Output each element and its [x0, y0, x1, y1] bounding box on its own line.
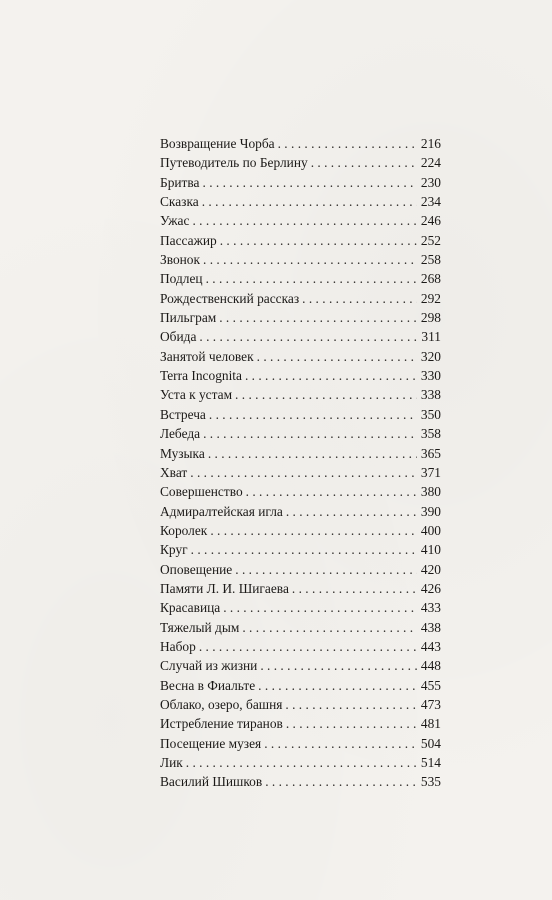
toc-entry-title: Занятой человек — [160, 348, 254, 364]
toc-entry-page-number: 292 — [420, 290, 441, 306]
dot-leader — [265, 772, 417, 791]
toc-entry — [160, 598, 441, 617]
toc-entry — [160, 656, 441, 675]
toc-entry-page-number: 455 — [420, 677, 441, 693]
dot-leader — [203, 424, 417, 443]
toc-entry — [160, 463, 441, 482]
dot-leader — [199, 327, 417, 346]
dot-leader — [264, 734, 417, 753]
toc-entry-title: Оповещение — [160, 561, 233, 577]
dot-leader — [235, 560, 417, 579]
toc-entry-page-number: 433 — [420, 600, 441, 616]
toc-entry-page-number: 230 — [420, 174, 441, 190]
toc-entry-title: Набор — [160, 638, 196, 654]
toc-entry-page-number: 338 — [420, 387, 441, 403]
toc-entry-title: Облако, озеро, башня — [160, 696, 283, 712]
toc-entry — [160, 250, 441, 269]
toc-entry-title: Возвращение Чорба — [160, 136, 275, 151]
toc-entry-title: Лик — [160, 755, 183, 770]
dot-leader — [260, 656, 417, 675]
toc-entry-page-number: 426 — [420, 580, 441, 596]
dot-leader — [242, 618, 417, 637]
toc-entry-title: Подлец — [160, 271, 203, 287]
dot-leader — [311, 153, 417, 172]
toc-entry-page-number: 400 — [420, 522, 441, 538]
toc-entry-title: Путеводитель по Берлину — [160, 155, 308, 171]
toc-entry-title: Звонок — [160, 252, 201, 268]
toc-entry-page-number: 216 — [420, 136, 441, 151]
toc-entry-title: Бритва — [160, 174, 200, 190]
dot-leader — [286, 502, 417, 521]
toc-entry-title: Адмиралтейская игла — [160, 503, 283, 519]
toc-entry-page-number: 268 — [420, 271, 441, 287]
toc-entry — [160, 134, 441, 153]
toc-entry-page-number: 224 — [420, 155, 441, 171]
dot-leader — [285, 695, 417, 714]
dot-leader — [223, 598, 417, 617]
toc-entry-page-number: 504 — [420, 735, 441, 751]
toc-entry — [160, 192, 441, 211]
dot-leader — [203, 173, 417, 192]
toc-entry-page-number: 390 — [420, 503, 441, 519]
toc-entry-title: Ужас — [160, 213, 190, 229]
dot-leader — [246, 482, 417, 501]
toc-entry-page-number: 514 — [420, 755, 441, 770]
toc-entry-title: Уста к устам — [160, 387, 233, 403]
dot-leader — [199, 637, 417, 656]
toc-entry-page-number: 380 — [420, 484, 441, 500]
toc-entry — [160, 753, 441, 772]
toc-entry-page-number: 358 — [420, 426, 441, 442]
toc-entry-title: Красавица — [160, 600, 221, 616]
dot-leader — [219, 308, 417, 327]
toc-entry-title: Обида — [160, 329, 197, 345]
toc-entry — [160, 269, 441, 288]
dot-leader — [190, 463, 417, 482]
toc-entry-title: Королек — [160, 522, 208, 538]
dot-leader — [206, 269, 417, 288]
dot-leader — [202, 192, 417, 211]
toc-entry-page-number: 320 — [420, 348, 441, 364]
toc-entry-title: Пильграм — [160, 310, 217, 326]
toc-entry-title: Хват — [160, 464, 188, 480]
toc-entry-title: Посещение музея — [160, 735, 262, 751]
dot-leader — [191, 540, 417, 559]
toc-entry-title: Рождественский рассказ — [160, 290, 300, 306]
dot-leader — [192, 211, 416, 230]
toc-entry-title: Совершенство — [160, 484, 243, 500]
toc-entry-title: Василий Шишков — [160, 774, 263, 790]
dot-leader — [286, 714, 417, 733]
dot-leader — [210, 521, 417, 540]
toc-entry — [160, 347, 441, 366]
toc-entry-title: Истребление тиранов — [160, 716, 283, 732]
toc-entry — [160, 695, 441, 714]
toc-entry-page-number: 258 — [420, 252, 441, 268]
toc-entry — [160, 560, 441, 579]
toc-entry-title: Памяти Л. И. Шигаева — [160, 580, 289, 596]
dot-leader — [203, 250, 417, 269]
dot-leader — [209, 405, 417, 424]
dot-leader — [257, 347, 417, 366]
toc-entry-page-number: 438 — [420, 619, 441, 635]
toc-entry-title: Случай из жизни — [160, 658, 258, 674]
toc-entry — [160, 772, 441, 791]
toc-entry-page-number: 234 — [420, 194, 441, 210]
dot-leader — [208, 444, 417, 463]
toc-entry-page-number: 246 — [420, 213, 441, 229]
toc-entry — [160, 579, 441, 598]
toc-entry — [160, 676, 441, 695]
toc-entry — [160, 366, 441, 385]
toc-entry — [160, 521, 441, 540]
toc-entry — [160, 211, 441, 230]
toc-entry — [160, 153, 441, 172]
toc-entry-title: Встреча — [160, 406, 206, 422]
dot-leader — [302, 289, 417, 308]
toc-entry — [160, 327, 441, 346]
toc-entry — [160, 405, 441, 424]
dot-leader — [258, 676, 417, 695]
toc-entry-page-number: 443 — [420, 638, 441, 654]
toc-entry — [160, 637, 441, 656]
toc-entry-page-number: 420 — [420, 561, 441, 577]
toc-entry-title: Пассажир — [160, 232, 217, 248]
toc-entry-page-number: 481 — [420, 716, 441, 732]
toc-entry-page-number: 371 — [420, 464, 441, 480]
toc-entry-page-number: 311 — [421, 329, 441, 345]
toc-entry-title: Terra Incognita — [160, 368, 242, 384]
toc-entry-page-number: 365 — [420, 445, 441, 461]
toc-entry-page-number: 298 — [420, 310, 441, 326]
dot-leader — [292, 579, 417, 598]
dot-leader — [220, 231, 417, 250]
toc-entry-page-number: 535 — [420, 774, 441, 790]
toc-entry-page-number: 473 — [420, 696, 441, 712]
table-of-contents — [160, 134, 441, 792]
toc-entry — [160, 482, 441, 501]
toc-entry-title: Круг — [160, 542, 188, 558]
toc-entry-page-number: 330 — [420, 368, 441, 384]
toc-entry — [160, 231, 441, 250]
toc-entry — [160, 502, 441, 521]
toc-entry — [160, 385, 441, 404]
toc-entry-title: Сказка — [160, 194, 199, 210]
toc-entry — [160, 734, 441, 753]
dot-leader — [245, 366, 417, 385]
toc-entry-page-number: 252 — [420, 232, 441, 248]
dot-leader — [186, 753, 417, 772]
toc-entry — [160, 289, 441, 308]
toc-entry-page-number: 448 — [420, 658, 441, 674]
dot-leader — [235, 385, 417, 404]
toc-entry — [160, 444, 441, 463]
toc-entry — [160, 424, 441, 443]
toc-entry — [160, 540, 441, 559]
toc-entry-title: Музыка — [160, 445, 205, 461]
toc-entry-page-number: 410 — [420, 542, 441, 558]
toc-entry-title: Лебеда — [160, 426, 201, 442]
dot-leader — [278, 134, 417, 153]
toc-entry-title: Тяжелый дым — [160, 619, 240, 635]
toc-entry-title: Весна в Фиальте — [160, 677, 256, 693]
toc-entry — [160, 173, 441, 192]
toc-entry — [160, 308, 441, 327]
toc-entry — [160, 618, 441, 637]
toc-entry-page-number: 350 — [420, 406, 441, 422]
toc-entry — [160, 714, 441, 733]
